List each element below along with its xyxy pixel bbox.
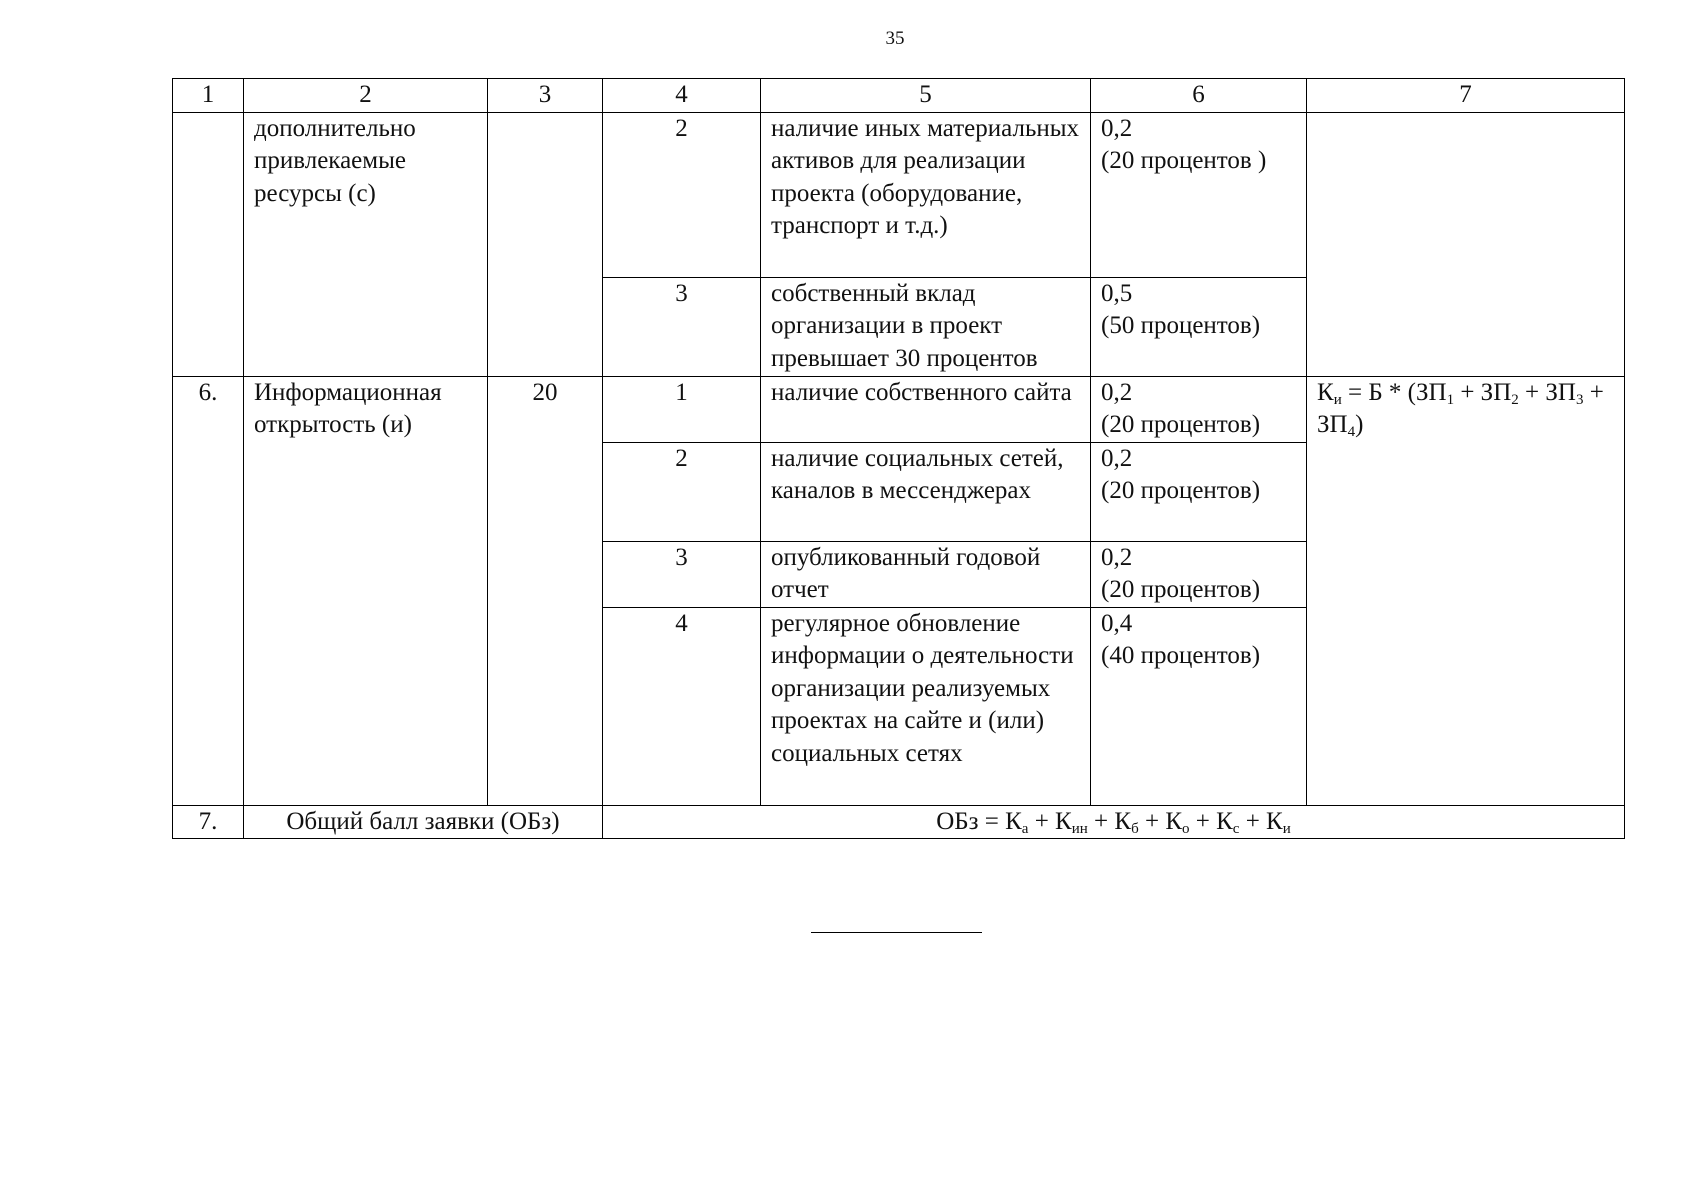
column-number: 3 [488, 79, 603, 113]
footer-rule [811, 932, 982, 933]
criterion-name: Информационная открытость (и) [244, 376, 488, 805]
column-number: 5 [761, 79, 1091, 113]
column-number-row [173, 79, 1625, 113]
weight-value: 0,2 [1101, 114, 1133, 142]
criterion-max-score: 20 [488, 376, 603, 805]
item-text: наличие иных материальных активов для реализации проекта (оборудование, транспорт и т.д.) [761, 112, 1091, 277]
item-text: наличие социальных сетей, каналов в мессенджерах [761, 442, 1091, 541]
criterion-index-cell [173, 112, 244, 376]
criterion-max-cell [488, 112, 603, 376]
formula-cell [1307, 112, 1625, 376]
weight-percent: (50 процентов) [1101, 312, 1261, 339]
item-weight [1091, 442, 1307, 541]
column-number: 1 [173, 79, 244, 113]
weight-value: 0,2 [1101, 378, 1133, 406]
item-weight [1091, 541, 1307, 607]
column-number: 7 [1307, 79, 1625, 113]
evaluation-criteria-table [172, 78, 1625, 839]
item-weight [1091, 277, 1307, 376]
weight-percent: (20 процентов) [1101, 576, 1261, 603]
item-weight [1091, 112, 1307, 277]
item-text: регулярное обновление информации о деятельности организации реализуемых проектах на сайте и (или) социальных сетях [761, 607, 1091, 805]
total-formula: ОБз = $К_а + К_{ин} + К_б + К_о + К_с + К_и$ [603, 805, 1625, 839]
weight-percent: (40 процентов) [1101, 642, 1261, 669]
criterion-index: 6. [173, 376, 244, 805]
criterion-name: дополнительно привлекаемые ресурсы (с) [244, 112, 488, 376]
item-number: 4 [603, 607, 761, 805]
item-text: опубликованный годовой отчет [761, 541, 1091, 607]
item-text: собственный вклад организации в проект превышает 30 процентов [761, 277, 1091, 376]
item-weight [1091, 376, 1307, 442]
criterion-formula: $К_и = Б * (ЗП_1 + ЗП_2 + ЗП_3 + ЗП_4)$ [1307, 376, 1625, 805]
column-number: 2 [244, 79, 488, 113]
page-number: 35 [885, 28, 905, 49]
weight-value: 0,5 [1101, 279, 1133, 307]
weight-percent: (20 процентов) [1101, 477, 1261, 504]
item-text: наличие собственного сайта [761, 376, 1091, 442]
total-row [173, 805, 1625, 839]
column-number: 4 [603, 79, 761, 113]
table-row [173, 112, 1625, 277]
weight-value: 0,2 [1101, 543, 1133, 571]
total-label: Общий балл заявки (ОБз) [244, 805, 603, 839]
total-index: 7. [173, 805, 244, 839]
item-weight [1091, 607, 1307, 805]
item-number: 1 [603, 376, 761, 442]
table-row [173, 376, 1625, 442]
item-number: 2 [603, 442, 761, 541]
weight-value: 0,4 [1101, 609, 1133, 637]
column-number: 6 [1091, 79, 1307, 113]
weight-value: 0,2 [1101, 444, 1133, 472]
weight-percent: (20 процентов ) [1101, 147, 1267, 174]
item-number: 3 [603, 541, 761, 607]
weight-percent: (20 процентов) [1101, 411, 1261, 438]
item-number: 2 [603, 112, 761, 277]
item-number: 3 [603, 277, 761, 376]
